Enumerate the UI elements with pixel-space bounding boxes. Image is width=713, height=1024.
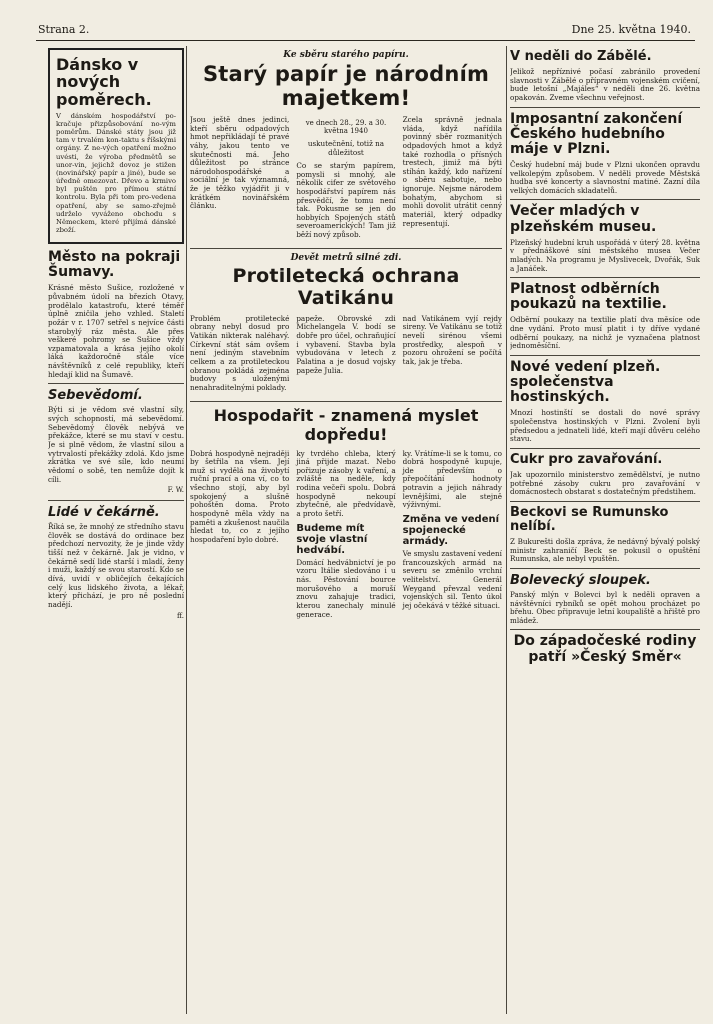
article-title: Platnost odběrních poukazů na textilie. xyxy=(510,281,667,313)
article-column xyxy=(296,116,395,244)
separator xyxy=(510,568,700,569)
article-columns xyxy=(190,116,502,244)
separator xyxy=(190,248,502,249)
article-columns xyxy=(190,315,502,397)
article-title: Imposantní zakončení Českého hudebního máje v Plzni. xyxy=(510,110,683,157)
article-text: Domácí hedvábnictví je po vzoru Itálie sledováno i u nás. Pěstování bource morušového a moruší znovu zahajuje tradici, kterou zanechaly minulé generace. xyxy=(296,557,396,619)
article-text: ky tvrdého chleba, který jiná přijde mazat. Nebo pořizuje zásoby k vaření, a zvláště na neděle, kdy rodina večeři spolu. Dobrá hospodyně nekoupí zbytečně, ale předvídavě, a proto šetří. xyxy=(296,448,396,519)
separator xyxy=(510,501,700,502)
article-column xyxy=(296,315,395,397)
article-text: Problém protiletecké obrany nebyl dosud pro Vatikán nikterak naléhavý. Církevní stát sám ovšem není jediným stavebním celkem a za protileteckou obranou pokládá zejména budovy s uloženými nenahraditelnými poklady. xyxy=(190,313,290,392)
issue-date: Dne 25. května 1940. xyxy=(571,23,691,36)
page-number: Strana 2. xyxy=(38,23,90,36)
boxed-article xyxy=(48,48,184,244)
subheadline: Budeme mít svoje vlastní hedvábí. xyxy=(296,522,368,556)
subheadline: Změna ve vedení spojenecké armády. xyxy=(402,514,500,548)
header-rule xyxy=(36,40,695,41)
article-column xyxy=(403,315,502,397)
article-text: nad Vatikánem vyjí rejdy sireny. Ve Vatikánu se totiž nevelí sirénou všemi prostředky, alespoň v pozoru ohrožení se počítá tak, jak je třeba. xyxy=(402,313,502,366)
article-signature: ff. xyxy=(177,611,184,620)
article-text: Jelikož nepříznivé počasí zabránilo provedení slavnosti v Zábělé o přípravném vojenském cvičení, bude letošní „Majáles“ v neděli dne 26. května opakován. Zveme všechnu veřejnost. xyxy=(510,67,700,102)
article-text: Panský mlýn v Bolevci byl k neděli opraven a návštěvníci rybníků se opět mohou procházet po břehu. Obec připravuje letní koupaliště a hřiště pro mládež. xyxy=(510,589,700,625)
article-title: V neděli do Zábělé. xyxy=(510,49,652,64)
separator xyxy=(510,277,700,278)
article-columns xyxy=(190,450,502,624)
separator xyxy=(48,500,184,501)
column-left xyxy=(48,48,184,1016)
kicker: Ke sběru starého papíru. xyxy=(283,50,409,60)
separator xyxy=(190,401,502,402)
article-text: Plzeňský hudební kruh uspořádá v úterý 28. května v přednáškové síni městského musea Večer mladých. Na programu je Myslivecek, Dvořák, Suk a Janáček. xyxy=(510,237,700,273)
article-title: Lidé v čekárně. xyxy=(48,505,160,521)
article-text: papeže. Obrovské zdi Michelangela V. bodí se dobře pro účel, ochraňující i vybavení. Stavba byla vybudována v letech z Palatina a je dosud vojsky papeže Julia. xyxy=(296,313,396,375)
article-column xyxy=(190,450,289,624)
article-column xyxy=(296,450,395,624)
headline: Hospodařit - znamená myslet dopředu! xyxy=(213,405,479,444)
article-text: Co se starým papírem, pomysli si mnohý, ale několik cifer ze světového hospodářství papírem nás přesvědčí, že tomu není tak. Pokusme se jen do hobbyích Spojených států severoamerických! Tam již běží nový způsob. xyxy=(296,161,396,240)
article-text: Odběrní poukazy na textilie platí dva měsíce ode dne vydání. Proto musí platit i ty dříve vydané odběrní poukazy, na nichž je vyznačena platnost jednoměsíční. xyxy=(510,315,700,351)
article-title: Cukr pro zavařování. xyxy=(510,451,663,467)
article-title: Nové vedení plzeň. společenstva hostinských. xyxy=(510,359,661,406)
headline: Protiletecká ochrana Vatikánu xyxy=(232,264,460,309)
article-text: Ve smyslu zastavení vedení francouzských armád na severu se změnilo vrchní velitelství. Generál Weygand převzal vedení vojenských sil. Tento úkol jej očekává v těžké situaci. xyxy=(402,549,502,610)
article-text: Jsou ještě dnes jedinci, kteří sběru odpadových hmot nepřikládají té pravé váhy, jakou tento ve skutečnosti má. Jeho důležitost po stránce národohospodářské a sociální je tak významná, že je těžko vyjádřit ji v krátkém novinářském článku. xyxy=(190,115,290,211)
article-signature: F. W. xyxy=(167,486,184,495)
article-column xyxy=(190,315,289,397)
separator xyxy=(510,107,700,108)
article-text: Jak upozornilo ministerstvo zemědělství, je nutno potřebné zásoby cukru pro zavařování v domácnostech obstarat s dostatečným předstihem. xyxy=(510,469,700,497)
column-right xyxy=(510,48,700,1016)
article-text: Dobrá hospodyně nejraději by šetřila na všem. Její muž si vydělá na živobytí ruční prací a ona ví, co to všechno stojí, aby byl spokojený a slušně pohoštěn doma. Proto hospodyně měla vždy na paměti a zkušenost naučila hledat to, co z jejího hospodaření bylo dobré. xyxy=(190,448,290,544)
article-text: Říká se, že mnohý ze středního stavu člověk se dostává do ordinace bez předchozí nervozity, že je jinde vždy tišší než v čekárně. Jak je vidno, v čekárně sedí lidé starší i mladí, ženy i muži, každý se svou starostí. Kdo se dívá, uvidí v obličejích čekajících celý kus lidského života, a lékař, který přichází, je pro ně poslední nadějí. xyxy=(48,522,184,609)
article-title: Do západočeské rodiny patří »Český Směr« xyxy=(513,633,697,665)
article-title: Město na pokraji Šumavy. xyxy=(48,249,181,281)
article-text: Býti si je vědom své vlastní síly, svých schopností, má sebevědomí. Sebevědomý člověk nebývá ve překážce, které se mu staví v cestu. Je si plně vědom, že vlastní silou a vytrvalostí překážky zdolá. Kdo jsme zkrátka ve své síle, kdo neumí vědomí o sobě, ten nemůže dojít k cíli. xyxy=(48,405,184,484)
article-column xyxy=(190,116,289,244)
date-note: uskutečnění, totiž na důležitost xyxy=(307,139,385,157)
article-title: Beckovi se Rumunsko nelíbí. xyxy=(510,504,669,534)
article-title: Sebevědomí. xyxy=(48,388,143,404)
article-text: Zcela správně jednala vláda, když nařídila povinný sběr rozmanitých odpadových hmot a když také rozhodla o přísných trestech, jimiž má býti stíhán každý, kdo nařízení o sběru sabotuje, nebo ignoruje. Nejsme národem bohatým, abychom si mohli dovolit utrátit cenný materiál, který odpadky representují. xyxy=(402,115,502,228)
column-divider-2 xyxy=(506,46,507,1014)
article-column xyxy=(403,116,502,244)
article-title: Dánsko v nových poměrech. xyxy=(56,55,152,109)
separator xyxy=(510,199,700,200)
article-text: Mnozí hostinští se dostali do nové správy společenstva hostinských v Plzni. Zvolení byli předsedou a jednateli lidé, kteří mají důvěru celého stavu. xyxy=(510,408,700,444)
article-column xyxy=(403,450,502,624)
kicker: Devět metrů silné zdi. xyxy=(290,252,402,263)
article-text: V dánském hospodářství po-kračuje přizpůsobování no-vým poměrům. Dánské státy jsou již tam v trvalém kon-taktu s říšskými orgány. Z ne-vých opatření možno uvésti, že výroba předmětů se unor-vin, jejichž dovoz je stižen (novinářský papír a jiné), bude se úředně omezovat. Dřevo a krmivo byl puštěn pro přímou státní kontrolu. Byla při tom pro-vedena opatření, aby se samo-zřejmě udrželo vyváženo obchodu s Německem, které přijímá dánské zboží. xyxy=(56,111,176,234)
separator xyxy=(48,383,184,384)
article-text: Krásné město Sušice, rozložené v půvabném údolí na březích Otavy, prodělalo katastrofu, které téměř úplně zničila jeho vzhled. Staletí požár v r. 1707 setřel s nejvíce části starobylý ráz města. Ale přes veškeré pohromy se Sušice vždy vzpamatovala a krása jejího okolí láká každoročně stále více návštěvníků z celé republiky, kteří hledají klid na Šumavě. xyxy=(48,283,184,379)
article-title: Bolevecký sloupek. xyxy=(510,572,651,588)
column-divider-1 xyxy=(186,46,187,1014)
article-text: Z Bukurešti došla zpráva, že nedávný bývalý polský ministr zahraničí Beck se pokusil o opuštění Rumunska, ale nebyl vpuštěn. xyxy=(510,536,700,564)
article-text: Český hudební máj bude v Plzni ukončen opravdu velkolepým způsobem. V neděli provede Městská hudba své koncerty a slavnostní matiné. Zazní díla velkých domácích skladatelů. xyxy=(510,159,700,195)
separator xyxy=(510,629,700,630)
article-title: Večer mladých v plzeňském museu. xyxy=(510,203,657,235)
date-line: ve dnech 28., 29. a 30. května 1940 xyxy=(305,119,387,135)
page-header xyxy=(0,0,713,40)
column-center xyxy=(190,48,502,1016)
article-text: ky. Vrátíme-li se k tomu, co dobrá hospodyně kupuje, jde především o přepočítání hodnoty potravin a jejich náhrady levnějšími, ale stejně výživnými. xyxy=(402,448,502,510)
separator xyxy=(510,448,700,449)
separator xyxy=(510,355,700,356)
headline: Starý papír je národním majetkem! xyxy=(202,62,490,110)
